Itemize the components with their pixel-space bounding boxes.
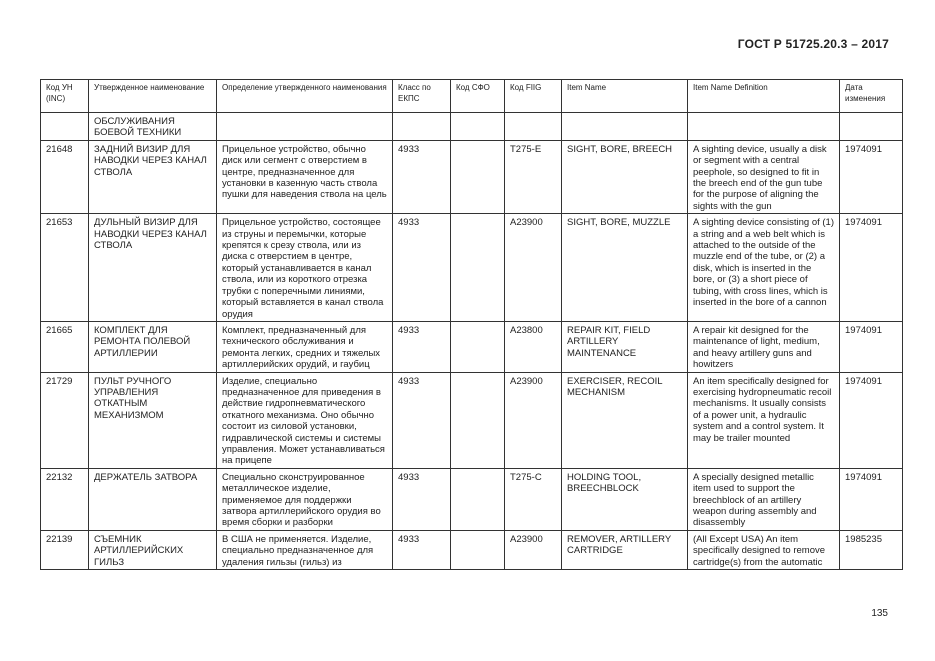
column-header-approved-name: Утвержденное наименование	[89, 80, 217, 113]
cell-definition: Комплект, предназначенный для технического обслуживания и ремонта легких, средних и тяжелых артиллерийских орудий, и гаубиц	[217, 321, 393, 372]
cell-class: 4933	[393, 140, 451, 213]
cell-class: 4933	[393, 214, 451, 322]
cell-definition: Специально сконструированное металлическое изделие, применяемое для поддержки затвора артиллерийского орудия во время сборки и разборки	[217, 468, 393, 530]
cell-class: 4933	[393, 321, 451, 372]
cell-item-name: SIGHT, BORE, BREECH	[562, 140, 688, 213]
table-row	[41, 372, 903, 468]
cell-class: 4933	[393, 530, 451, 569]
cell-definition: В США не применяется. Изделие, специально предназначенное для удаления гильзы (гильз) из	[217, 530, 393, 569]
table-row	[41, 113, 903, 141]
cell-change-date: 1985235	[840, 530, 903, 569]
cell-inc: 21729	[41, 372, 89, 468]
column-header-item-definition: Item Name Definition	[688, 80, 840, 113]
page-number: 135	[871, 608, 888, 619]
cell-item-definition: An item specifically designed for exercising hydropneumatic recoil mechanisms. It usually consists of a power unit, a hydraulic system and a control system. It may be trailer mounted	[688, 372, 840, 468]
cell-approved-name: ДЕРЖАТЕЛЬ ЗАТВОРА	[89, 468, 217, 530]
cell-approved-name: КОМПЛЕКТ ДЛЯ РЕМОНТА ПОЛЕВОЙ АРТИЛЛЕРИИ	[89, 321, 217, 372]
cell-fiig-code: A23800	[505, 321, 562, 372]
column-header-item-name: Item Name	[562, 80, 688, 113]
cell-change-date: 1974091	[840, 321, 903, 372]
table-row	[41, 530, 903, 569]
cell-item-definition: A sighting device consisting of (1) a string and a web belt which is attached to the outside of the muzzle end of the tube, or (2) a disk, which is inserted in the bore, or (3) a short piece of tubing, with cross lines, which is inserted in the bore of a cannon	[688, 214, 840, 322]
document-standard-code: ГОСТ Р 51725.20.3 – 2017	[737, 37, 889, 51]
catalog-table	[40, 79, 903, 570]
cell-fiig-code: T275-C	[505, 468, 562, 530]
cell-sfo-code	[451, 321, 505, 372]
table-row	[41, 140, 903, 213]
cell-inc: 22132	[41, 468, 89, 530]
cell-item-definition	[688, 113, 840, 141]
cell-item-name: REMOVER, ARTILLERY CARTRIDGE	[562, 530, 688, 569]
cell-change-date	[840, 113, 903, 141]
cell-item-name: EXERCISER, RECOIL MECHANISM	[562, 372, 688, 468]
cell-sfo-code	[451, 530, 505, 569]
cell-class: 4933	[393, 372, 451, 468]
cell-approved-name: ОБСЛУЖИВАНИЯ БОЕВОЙ ТЕХНИКИ	[89, 113, 217, 141]
cell-change-date: 1974091	[840, 214, 903, 322]
column-header-fiig-code: Код FIIG	[505, 80, 562, 113]
cell-class	[393, 113, 451, 141]
column-header-change-date: Дата изменения	[840, 80, 903, 113]
cell-fiig-code: T275-E	[505, 140, 562, 213]
cell-approved-name: ПУЛЬТ РУЧНОГО УПРАВЛЕНИЯ ОТКАТНЫМ МЕХАНИЗМОМ	[89, 372, 217, 468]
cell-sfo-code	[451, 468, 505, 530]
cell-inc: 21665	[41, 321, 89, 372]
cell-fiig-code: A23900	[505, 372, 562, 468]
cell-approved-name: ЗАДНИЙ ВИЗИР ДЛЯ НАВОДКИ ЧЕРЕЗ КАНАЛ СТВОЛА	[89, 140, 217, 213]
cell-change-date: 1974091	[840, 468, 903, 530]
cell-item-definition: A sighting device, usually a disk or segment with a central peephole, so designed to fit in the breech end of the gun tube for the purpose of aligning the sights with the gun	[688, 140, 840, 213]
table-row	[41, 214, 903, 322]
cell-approved-name: СЪЕМНИК АРТИЛЛЕРИЙСКИХ ГИЛЬЗ	[89, 530, 217, 569]
cell-definition: Прицельное устройство, обычно диск или сегмент с отверстием в центре, предназначенное для установки в казенную часть ствола пушки для наведения ствола на цель	[217, 140, 393, 213]
cell-change-date: 1974091	[840, 140, 903, 213]
cell-item-name	[562, 113, 688, 141]
cell-approved-name: ДУЛЬНЫЙ ВИЗИР ДЛЯ НАВОДКИ ЧЕРЕЗ КАНАЛ СТВОЛА	[89, 214, 217, 322]
cell-item-definition: A specially designed metallic item used to support the breechblock of an artillery weapon during assembly and disassembly	[688, 468, 840, 530]
table-row	[41, 321, 903, 372]
cell-definition	[217, 113, 393, 141]
cell-item-name: REPAIR KIT, FIELD ARTILLERY MAINTENANCE	[562, 321, 688, 372]
cell-sfo-code	[451, 372, 505, 468]
cell-fiig-code: A23900	[505, 530, 562, 569]
column-header-definition: Определение утвержденного наименования	[217, 80, 393, 113]
cell-item-name: HOLDING TOOL, BREECHBLOCK	[562, 468, 688, 530]
cell-item-name: SIGHT, BORE, MUZZLE	[562, 214, 688, 322]
cell-sfo-code	[451, 140, 505, 213]
cell-item-definition: (All Except USA) An item specifically designed to remove cartridge(s) from the automatic	[688, 530, 840, 569]
table-header-row	[41, 80, 903, 113]
cell-definition: Изделие, специально предназначенное для приведения в действие гидропневматического откатного механизма. Оно обычно состоит из силовой установки, гидравлической системы и системы управления. Может устанавливаться на прицепе	[217, 372, 393, 468]
cell-fiig-code: A23900	[505, 214, 562, 322]
column-header-inc: Код УН (INC)	[41, 80, 89, 113]
cell-inc: 21653	[41, 214, 89, 322]
cell-item-definition: A repair kit designed for the maintenance of light, medium, and heavy artillery guns and howitzers	[688, 321, 840, 372]
cell-change-date: 1974091	[840, 372, 903, 468]
cell-inc: 22139	[41, 530, 89, 569]
cell-definition: Прицельное устройство, состоящее из струны и перемычки, которые крепятся к срезу ствола, или из диска с отверстием в центре, который устанавливается в канал ствола, или из короткого отрезка трубки с поперечными линиями, который вставляется в канал ствола орудия	[217, 214, 393, 322]
cell-inc	[41, 113, 89, 141]
column-header-class: Класс по ЕКПС	[393, 80, 451, 113]
cell-inc: 21648	[41, 140, 89, 213]
cell-sfo-code	[451, 214, 505, 322]
cell-fiig-code	[505, 113, 562, 141]
cell-sfo-code	[451, 113, 505, 141]
table-row	[41, 468, 903, 530]
column-header-sfo-code: Код СФО	[451, 80, 505, 113]
cell-class: 4933	[393, 468, 451, 530]
